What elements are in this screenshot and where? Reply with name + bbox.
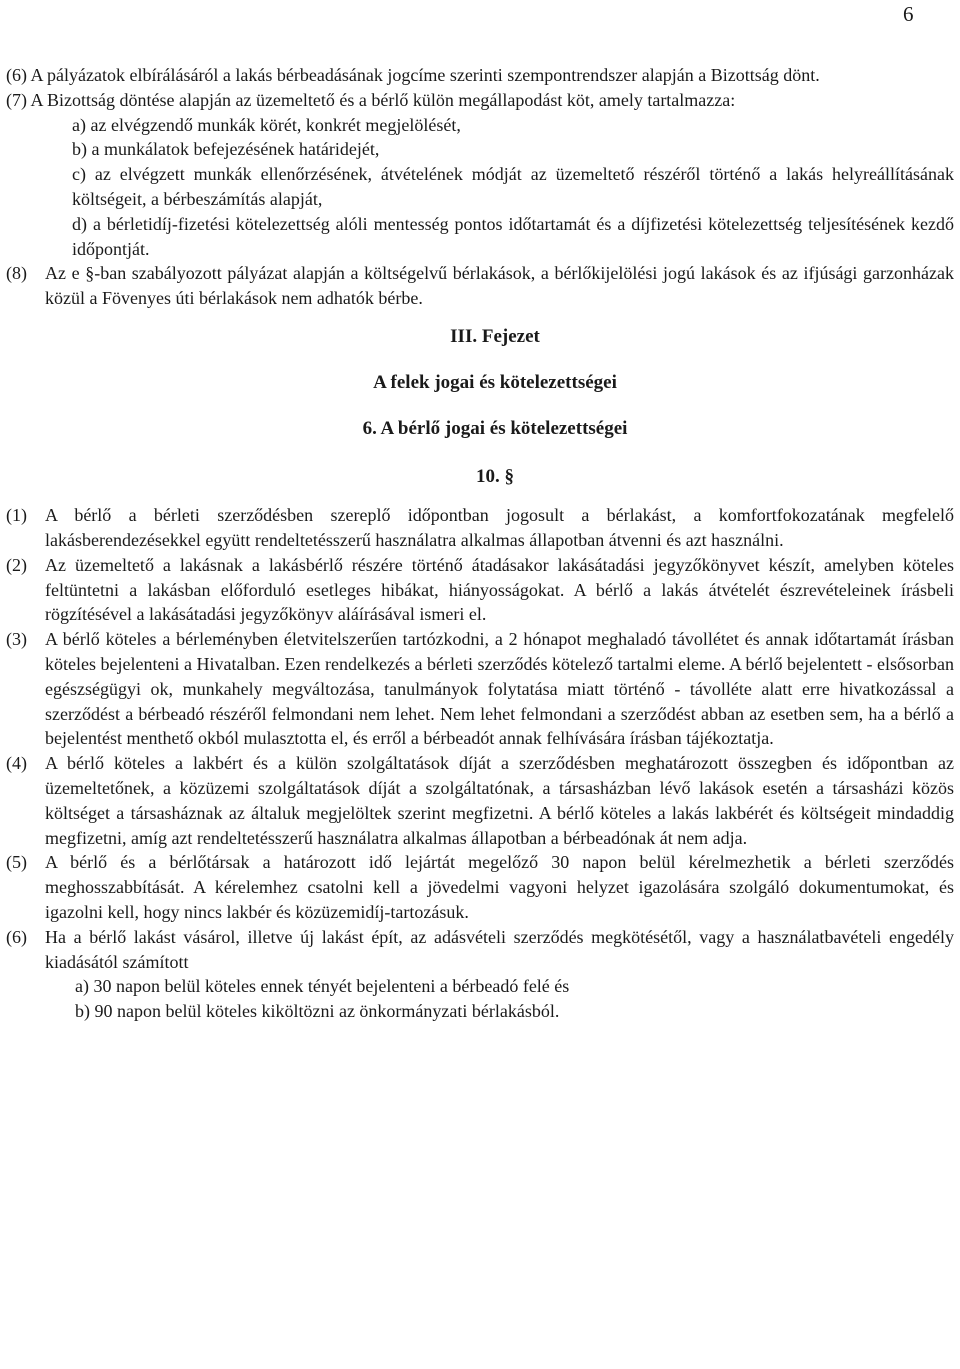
subsection-heading: 6. A bérlő jogai és kötelezettségei xyxy=(362,417,628,439)
chapter-heading: III. Fejezet xyxy=(450,325,540,347)
paragraph-7 xyxy=(6,88,954,113)
paragraph-number: (2) xyxy=(6,554,27,575)
paragraph-5 xyxy=(6,850,954,924)
paragraph-2 xyxy=(6,553,954,627)
list-paragraph-6b xyxy=(75,974,954,1024)
paragraph-text: Az üzemeltető a lakásnak a lakásbérlő részére történő átadásakor lakásátadási jegyzőkönyvet készít, amelyben köteles feltüntetni a lakásban előforduló esetleges hibákat, hiányosságokat. A bérlő a lakás átvételét észrevételeinek írásbeli rögzítésével a lakásátadási jegyzőkönyv aláírásával ismeri el. xyxy=(45,554,954,625)
paragraph-number: (7) xyxy=(6,89,27,110)
paragraph-text: A Bizottság döntése alapján az üzemeltető és a bérlő külön megállapodást köt, amely tartalmazza: xyxy=(30,89,736,110)
document-body xyxy=(6,63,954,1024)
list-item: b) 90 napon belül köteles kiköltözni az önkormányzati bérlakásból. xyxy=(75,1001,560,1022)
list-item: a) az elvégzendő munkák körét, konkrét megjelölését, xyxy=(72,114,461,135)
paragraph-number: (8) xyxy=(6,263,27,284)
list-item: b) a munkálatok befejezésének határidejét, xyxy=(72,139,380,160)
paragraph-text: A bérlő a bérleti szerződésben szereplő időpontban jogosult a bérlakást, a komfortfokozatának megfelelő lakásberendezésekkel együtt rendeltetésszerű használatra alkalmas állapotban átvenni és azt használni. xyxy=(45,505,954,550)
paragraph-number: (6) xyxy=(6,65,27,85)
paragraph-text: A bérlő és a bérlőtársak a határozott idő lejártát megelőző 30 napon belül kérelmezhetik a bérleti szerződés meghosszabbítását. A kérelemhez csatolni kell a jövedelmi vagyoni helyzet igazolására szolgáló dokumentumokat, és igazolni kell, hogy nincs lakbér és közüzemidíj-tartozásuk. xyxy=(45,852,954,922)
paragraph-text: Ha a bérlő lakást vásárol, illetve új lakást épít, az adásvételi szerződés megkötésétől, vagy a használatbavételi engedély kiadásától számított xyxy=(45,926,954,972)
paragraph-6b xyxy=(6,925,954,975)
chapter-title: A felek jogai és kötelezettségei xyxy=(373,371,617,393)
paragraph-6 xyxy=(6,63,954,88)
paragraph-number: (5) xyxy=(6,852,27,873)
paragraph-number: (6) xyxy=(6,926,27,947)
paragraph-3 xyxy=(6,627,954,751)
paragraph-4 xyxy=(6,751,954,850)
paragraph-text: A bérlő köteles a lakbért és a külön szolgáltatások díját a szerződésben meghatározott összegben és időpontban az üzemeltetőnek, a közüzemi szolgáltatások díját a szolgáltatónak, a társasházban lévő lakások esetén a társasházi közös költséget a társasháznak az általuk megjelöltek szerint megfizetni. A bérlő köteles a lakás lakbérét és költségeit mindaddig megfizetni, amíg azt rendeltetésszerű használatra alkalmas állapotban a bérbeadónak át nem adja. xyxy=(45,753,954,848)
list-item: c) az elvégzett munkák ellenőrzésének, átvételének módját az üzemeltető részéről történő a lakás helyreállításának költségeit, a bérbeszámítás alapját, xyxy=(72,164,954,209)
paragraph-text: Az e §-ban szabályozott pályázat alapján a költségelvű bérlakások, a bérlőkijelölési jogú lakások és az ifjúsági garzonházak közül a Fövenyes úti bérlakások nem adhatók bérbe. xyxy=(45,263,954,309)
paragraph-number: (4) xyxy=(6,753,27,774)
paragraph-text: A pályázatok elbírálásáról a lakás bérbeadásának jogcíme szerinti szempontrendszer alapján a Bizottság dönt. xyxy=(30,65,820,85)
section-heading: 10. § xyxy=(476,466,514,488)
paragraph-1 xyxy=(6,503,954,553)
list-item: a) 30 napon belül köteles ennek tényét bejelenteni a bérbeadó felé és xyxy=(75,976,570,997)
list-paragraph-7 xyxy=(72,113,954,262)
page-number: 6 xyxy=(903,2,914,26)
list-item: d) a bérletidíj-fizetési kötelezettség alóli mentesség pontos időtartamát és a díjfizetési kötelezettség teljesítésének kezdő időpontját. xyxy=(72,213,954,259)
paragraph-8 xyxy=(6,261,954,311)
paragraph-text: A bérlő köteles a bérleményben életvitelszerűen tartózkodni, a 2 hónapot meghaladó távollétet és annak időtartamát írásban köteles bejelenteni a Hivatalban. Ezen rendelkezés a bérleti szerződés kötelező tartalmi eleme. A bérlő bejelentett - elsősorban egészségügyi ok, munkahely megváltozása, tanulmányok folytatása miatt történő - távolléte alatt erre hivatkozással a szerződést a bérbeadó részéről felmondani nem lehet. Nem lehet felmondani a szerződést abban az esetben sem, ha a bérlő a bejelentést menthető okból mulasztotta el, és erről a bérbeadót annak felhívására írásban tájékoztatja. xyxy=(45,629,954,749)
paragraph-number: (3) xyxy=(6,629,27,650)
paragraph-number: (1) xyxy=(6,505,27,526)
